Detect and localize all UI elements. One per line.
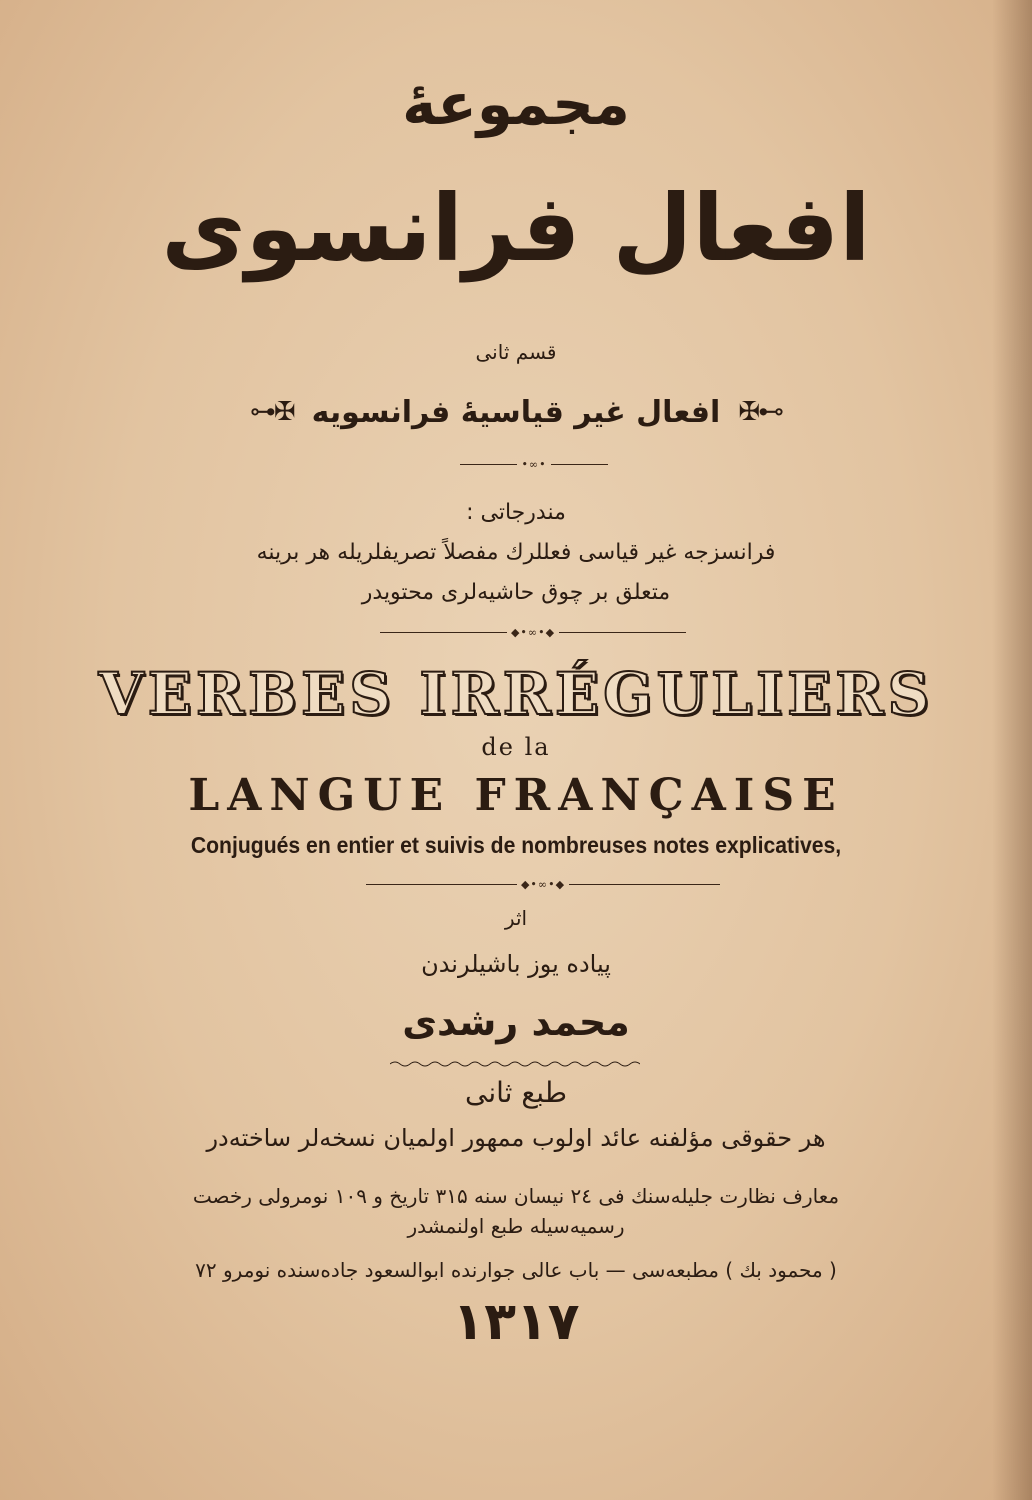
contents-line-2: متعلق بر چوق حاشیه‌لری محتویدر — [361, 580, 671, 605]
edition-label: طبع ثانی — [465, 1076, 567, 1109]
wavy-rule — [390, 1060, 640, 1068]
contents-label: مندرجاتی : — [466, 500, 566, 525]
ornamental-rule-2: ◆•∞•◆ — [380, 626, 686, 638]
flourish-left-icon: ⊶✠ — [249, 397, 294, 427]
publication-year: ۱۳۱۷ — [452, 1292, 580, 1352]
main-title-ottoman: افعال فرانسوی — [161, 175, 871, 282]
flourish-right-icon: ✠⊷ — [738, 397, 783, 427]
part-label: قسم ثانی — [475, 340, 557, 364]
de-la-text: de la — [481, 733, 551, 761]
ornamental-rule-1: •∞• — [460, 458, 608, 470]
author-rank: پیاده یوز باشیلرندن — [421, 950, 611, 978]
langue-francaise-heading: LANGUE FRANÇAISE — [188, 770, 844, 821]
main-title-french: VERBES IRRÉGULIERS — [98, 660, 934, 728]
conjugues-subtitle: Conjugués en entier et suivis de nombreuses notes explicatives, — [190, 832, 842, 858]
ornamental-rule-3: ◆•∞•◆ — [366, 878, 720, 890]
subtitle-row — [0, 392, 1032, 432]
rights-notice: هر حقوقی مؤلفنه عائد اولوب ممهور اولمیان نسخه‌لر ساخته‌در — [206, 1124, 826, 1152]
permit-line-1: معارف نظارت جلیله‌سنك فی ۲٤ نیسان سنه ۳۱۵ تاریخ و ۱۰۹ نومرولی رخصت — [192, 1184, 840, 1208]
contents-line-1: فرانسزجه غیر قیاسی فعللرك مفصلاً تصریفلریله هر برینه — [256, 540, 776, 565]
subtitle-ottoman: افعال غیر قیاسیهٔ فرانسویه — [311, 394, 721, 430]
printing-press: ( محمود بك ) مطبعه‌سی — باب عالی جوارنده ابوالسعود جاده‌سنده نومرو ۷۲ — [195, 1258, 837, 1282]
collection-heading: مجموعهٔ — [402, 70, 630, 138]
by-label: اثر — [504, 906, 528, 930]
permit-line-2: رسمیه‌سیله طبع اولنمشدر — [407, 1214, 625, 1238]
author-name: محمد رشدی — [402, 1000, 630, 1044]
